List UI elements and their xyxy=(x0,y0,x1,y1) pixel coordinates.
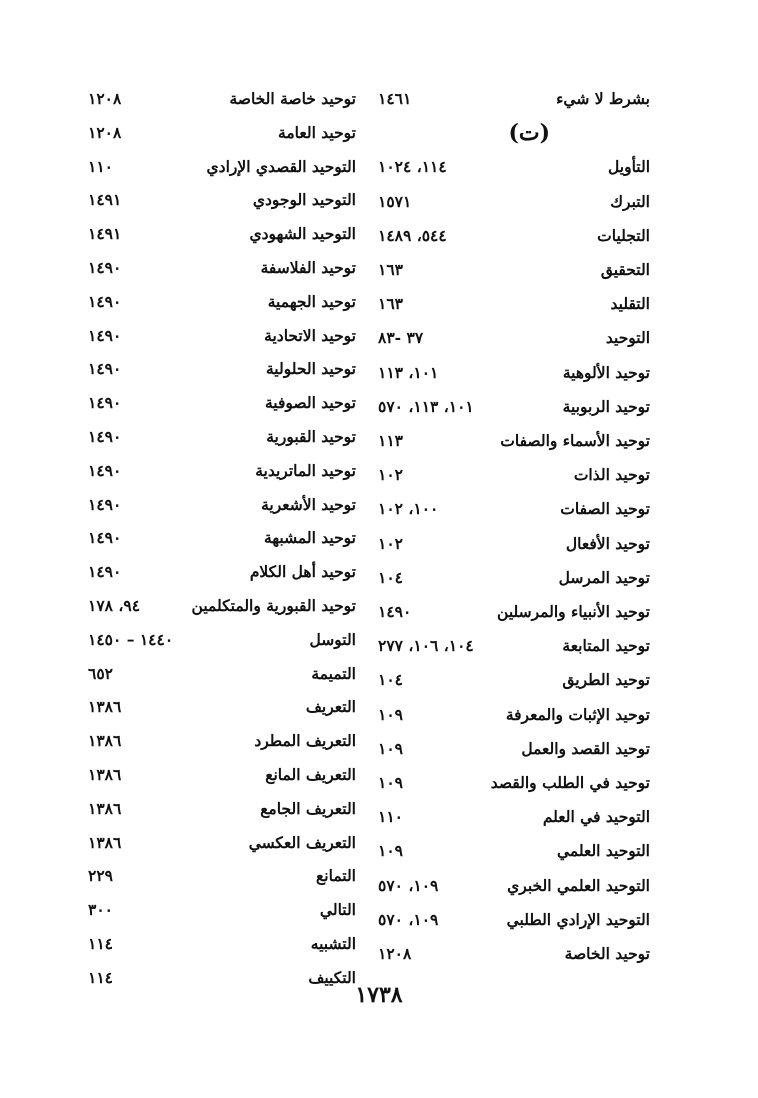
index-term: التمانع xyxy=(316,866,356,886)
index-page-refs: ٦٥٢ xyxy=(88,663,113,683)
index-term: توحيد الإثبات والمعرفة xyxy=(505,704,650,724)
index-page-refs: ١٤٩٠ xyxy=(88,528,122,548)
index-term: توحيد خاصة الخاصة xyxy=(229,89,356,108)
index-page-refs: ١٦٣ xyxy=(378,260,403,279)
index-term: توحيد الطريق xyxy=(562,670,650,690)
index-term: توحيد الربوبية xyxy=(562,396,650,416)
index-page-refs: ١١٠ xyxy=(378,807,403,827)
index-page-refs: ١٣٨٦ xyxy=(88,832,122,852)
index-term: توحيد الجهمية xyxy=(267,291,356,311)
index-page-refs: ١١٤ xyxy=(88,967,113,987)
index-term: التكييف xyxy=(308,967,356,987)
index-term: التوحيد الشهودي xyxy=(249,224,356,244)
index-page-refs: ١٠٢ xyxy=(378,465,403,485)
index-term: توحيد الصفات xyxy=(560,499,650,519)
index-term: توحيد الأشعرية xyxy=(261,494,356,514)
index-term: التوحيد العلمي xyxy=(556,841,650,861)
index-page-refs: ١٠١، ١١٣ xyxy=(378,362,439,382)
index-page-refs: ٣٠٠ xyxy=(88,900,113,920)
index-page-refs: ١٤٤٠ – ١٤٥٠ xyxy=(88,629,174,649)
index-term: التحقيق xyxy=(600,260,650,279)
index-term: توحيد الحلولية xyxy=(266,359,356,379)
index-page-refs: ١٣٨٦ xyxy=(88,697,122,717)
index-term: التعريف المانع xyxy=(265,765,356,784)
index-page-refs: ١٦٣ xyxy=(378,294,403,314)
index-page-refs: ٣٧ -٨٣ xyxy=(378,328,424,348)
index-page-refs: ١٠٩ xyxy=(378,841,403,861)
index-term: توحيد أهل الكلام xyxy=(249,562,356,582)
index-term: توحيد الأفعال xyxy=(565,533,650,553)
index-term: التوحيد القصدي الإرادي xyxy=(206,156,356,176)
index-page-refs: ١٣٨٦ xyxy=(88,765,122,784)
index-page-refs: ١٤٩٠ xyxy=(88,460,122,480)
index-term: التوحيد في العلم xyxy=(542,807,650,827)
index-term: توحيد الاتحادية xyxy=(264,325,356,345)
index-term: توحيد الماتريدية xyxy=(255,460,356,480)
index-page-refs: ٩٤، ١٧٨ xyxy=(88,596,141,615)
index-page-refs: ١٥٧١ xyxy=(378,191,412,211)
index-term: التالي xyxy=(319,900,356,920)
index-page-refs: ١٤٩٠ xyxy=(88,562,122,582)
index-term: التشبيه xyxy=(310,934,356,953)
index-page-refs: ١٤٩٠ xyxy=(88,359,122,379)
index-term: توحيد الألوهية xyxy=(562,362,650,382)
index-page-refs: ١٤٩٠ xyxy=(88,325,122,345)
index-page-refs: ١١٤، ١٠٢٤ xyxy=(378,157,447,177)
index-page-refs: ١٤٩٠ xyxy=(88,494,122,514)
index-page-refs: ٢٢٩ xyxy=(88,866,113,886)
index-term: التعريف المطرد xyxy=(254,731,356,751)
index-page-refs: ١٤٩٠ xyxy=(88,258,122,277)
index-term: التوحيد الوجودي xyxy=(252,190,356,210)
index-page-refs: ١٠٤، ١٠٦، ٢٧٧ xyxy=(378,636,474,656)
index-page-refs: ١٤٩٠ xyxy=(88,427,122,446)
index-term: توحيد الأنبياء والمرسلين xyxy=(497,602,650,621)
index-term: توحيد الخاصة xyxy=(564,944,650,963)
index-page-refs: ١٠٩، ٥٧٠ xyxy=(378,875,439,895)
index-page-refs: ١٠٩ xyxy=(378,773,403,792)
index-page-refs: ١٢٠٨ xyxy=(88,89,122,108)
index-term: التوسل xyxy=(309,629,356,649)
index-page-refs: ١١٤ xyxy=(88,934,113,953)
index-term: التأويل xyxy=(608,157,650,177)
index-term: التجليات xyxy=(597,225,650,245)
page-number: ١٧٣٨ xyxy=(355,982,403,1008)
index-page-refs: ١١٠ xyxy=(88,156,113,176)
index-page-refs: ١٤٩١ xyxy=(88,224,122,244)
index-term: التبرك xyxy=(610,191,650,211)
index-term: توحيد القبورية والمتكلمين xyxy=(191,596,356,615)
index-term: توحيد المتابعة xyxy=(562,636,650,656)
index-page-refs: ١٠٩، ٥٧٠ xyxy=(378,909,439,929)
index-term: توحيد المرسل xyxy=(558,567,650,587)
index-term: توحيد الذات xyxy=(573,465,650,485)
index-term: توحيد القبورية xyxy=(266,427,356,446)
index-term: التوحيد xyxy=(605,328,650,348)
index-page-refs: ١٢٠٨ xyxy=(88,122,122,142)
index-term: توحيد القصد والعمل xyxy=(521,738,650,758)
index-term: توحيد الفلاسفة xyxy=(260,258,356,277)
index-page-refs: ١٠١، ١١٣، ٥٧٠ xyxy=(378,396,474,416)
index-page-refs: ١١٣ xyxy=(378,431,403,450)
index-term: توحيد الأسماء والصفات xyxy=(500,431,650,450)
index-page-refs: ١٠٤ xyxy=(378,670,403,690)
index-page-refs: ١٢٠٨ xyxy=(378,944,412,963)
index-page-refs: ١٤٩١ xyxy=(88,190,122,210)
section-letter-heading: (ت) xyxy=(508,120,550,147)
index-page-refs: ١٠٠، ١٠٢ xyxy=(378,499,439,519)
index-page-refs: ١٤٩٠ xyxy=(88,291,122,311)
index-term: بشرط لا شيء xyxy=(556,89,650,108)
index-page-refs: ١٤٩٠ xyxy=(88,393,122,413)
index-page-refs: ١٠٩ xyxy=(378,704,403,724)
index-page-refs: ١٠٢ xyxy=(378,533,403,553)
index-term: التعريف الجامع xyxy=(260,798,356,818)
index-term: توحيد العامة xyxy=(278,122,356,142)
index-term: التميمة xyxy=(311,663,356,683)
index-page-refs: ١٠٩ xyxy=(378,738,403,758)
index-term: التعريف xyxy=(305,697,356,717)
index-term: التوحيد الإرادي الطلبي xyxy=(506,909,650,929)
index-term: التقليد xyxy=(610,294,650,314)
index-page-refs: ١٠٤ xyxy=(378,567,403,587)
index-term: التعريف العكسي xyxy=(248,832,356,852)
index-page-refs: ٥٤٤، ١٤٨٩ xyxy=(378,225,447,245)
index-term: توحيد المشبهة xyxy=(263,528,356,548)
index-page-refs: ١٣٨٦ xyxy=(88,731,122,751)
index-page-refs: ١٤٦١ xyxy=(378,89,412,108)
index-term: توحيد الصوفية xyxy=(265,393,356,413)
index-page-refs: ١٣٨٦ xyxy=(88,798,122,818)
index-term: التوحيد العلمي الخبري xyxy=(507,875,650,895)
index-page-refs: ١٤٩٠ xyxy=(378,602,412,621)
index-term: توحيد في الطلب والقصد xyxy=(490,773,650,792)
